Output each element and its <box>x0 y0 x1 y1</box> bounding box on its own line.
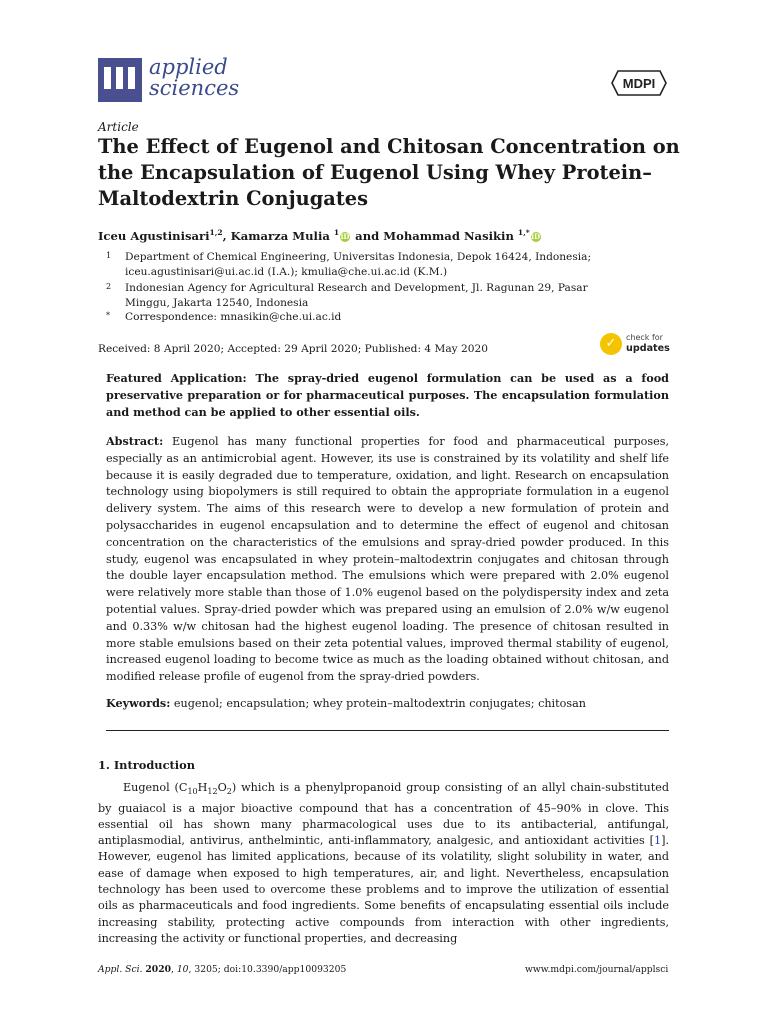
journal-name-line1: applied <box>149 55 228 79</box>
orcid-icon[interactable]: iD <box>340 231 350 241</box>
article-title: The Effect of Eugenol and Chitosan Concentration on the Encapsulation of Eugenol Using Whey Protein–Maltodextrin Conjugates <box>98 135 680 210</box>
author-list: Iceu Agustinisari$^{1,2}$, Kamarza Mulia $^1$ iD and Mohammad Nasikin $^{1,*}$ iD <box>98 228 541 243</box>
divider <box>106 730 669 731</box>
author-affiliation: 1,* <box>517 228 530 237</box>
footer-url[interactable]: www.mdpi.com/journal/applsci <box>525 964 669 975</box>
author-affiliation: 1 <box>333 228 340 237</box>
keywords: Keywords: eugenol; encapsulation; whey protein–maltodextrin conjugates; chitosan <box>106 696 586 710</box>
author-name: Mohammad Nasikin <box>383 228 514 243</box>
article-type: Article <box>98 120 139 134</box>
introduction-text: Eugenol $(C_{10}H_{12}O_2)$ which is a phenylpropanoid group consisting of an allyl chain-substituted by guaiacol is a major bioactive compound that has a concentration of 45–90% in clove. This essential oil has shown many pharmacological uses due to its antibacterial, antifungal, antiplasmodial, antivirus, anthelmintic, anti-inflammatory, analgesic, and antioxidant activities [1]. However, eugenol has limited applications, because of its volatility, slight solubility in water, and ease of damage when exposed to high temperatures, air, and light. Nevertheless, encapsulation technology has been used to overcome these problems and to improve the utilization of essential oils as pharmaceuticals and food ingredients. Some benefits of encapsulating essential oils include increasing stability, protecting active compounds from interaction with other ingredients, increasing the activity or functional properties, and decreasing <box>98 781 669 945</box>
section-heading: 1. Introduction <box>98 758 195 772</box>
mdpi-logo[interactable] <box>608 68 670 98</box>
abstract: Abstract: Eugenol has many functional properties for food and pharmaceutical purposes, especially as an antimicrobial agent. However, its use is constrained by its volatility and shelf life because it is easily degraded due to temperature, oxidation, and light. Research on encapsulation technology using biopolymers is still required to obtain the appropriate formulation in a eugenol delivery system. The aims of this research were to develop a new formulation of protein and polysaccharides in eugenol encapsulation and to determine the effect of eugenol and chitosan concentration on the characteristics of the emulsions and spray-dried powder produced. In this study, eugenol was encapsulated in whey protein–maltodextrin conjugates and chitosan through the double layer encapsulation method. The emulsions which were prepared with 2.0% eugenol were relatively more stable than those of 1.0% eugenol based on the polydispersity index and zeta potential values. Spray-dried powder which was prepared using an emulsion of 2.0% w/w eugenol and 0.33% w/w chitosan had the highest eugenol loading. The presence of chitosan resulted in more stable emulsions based on their zeta potential values, improved thermal stability of eugenol, increased eugenol loading to become twice as much as the loading obtained without chitosan, and modified release profile of eugenol from the spray-dried powders. <box>106 434 669 684</box>
author-name: Kamarza Mulia <box>230 228 330 243</box>
correspondence: * Correspondence: mnasikin@che.ui.ac.id <box>106 311 342 323</box>
affiliation-2: 2 Indonesian Agency for Agricultural Research and Development, Jl. Ragunan 29, Pasar Minggu, Jakarta 12540, Indonesia <box>106 282 588 309</box>
featured-application: Featured Application: The spray-dried eugenol formulation can be used as a food preservative preparation or for pharmaceutical purposes. The encapsulation formulation and method can be applied to other essential oils. <box>106 371 669 419</box>
author-name: Iceu Agustinisari <box>98 228 210 243</box>
publication-dates: Received: 8 April 2020; Accepted: 29 April 2020; Published: 4 May 2020 <box>98 343 488 355</box>
journal-name[interactable] <box>149 57 239 99</box>
citation-link[interactable]: 1 <box>653 834 662 848</box>
publisher-name: MDPI <box>622 76 656 91</box>
checkmark-icon: ✓ <box>600 333 622 355</box>
journal-logo <box>98 58 142 102</box>
orcid-icon[interactable]: iD <box>531 231 541 241</box>
journal-name-line2: sciences <box>149 76 240 100</box>
affiliation-1: 1 Department of Chemical Engineering, Universitas Indonesia, Depok 16424, Indonesia; iceu.agustinisari@ui.ac.id (I.A.); kmulia@che.ui.ac.id (K.M.) <box>106 251 592 278</box>
check-for-updates-badge[interactable]: ✓ check for updates <box>600 331 670 357</box>
footer-citation: Appl. Sci. 2020, 10, 3205; doi:10.3390/app10093205 <box>98 964 347 975</box>
author-affiliation: 1,2 <box>209 228 223 237</box>
